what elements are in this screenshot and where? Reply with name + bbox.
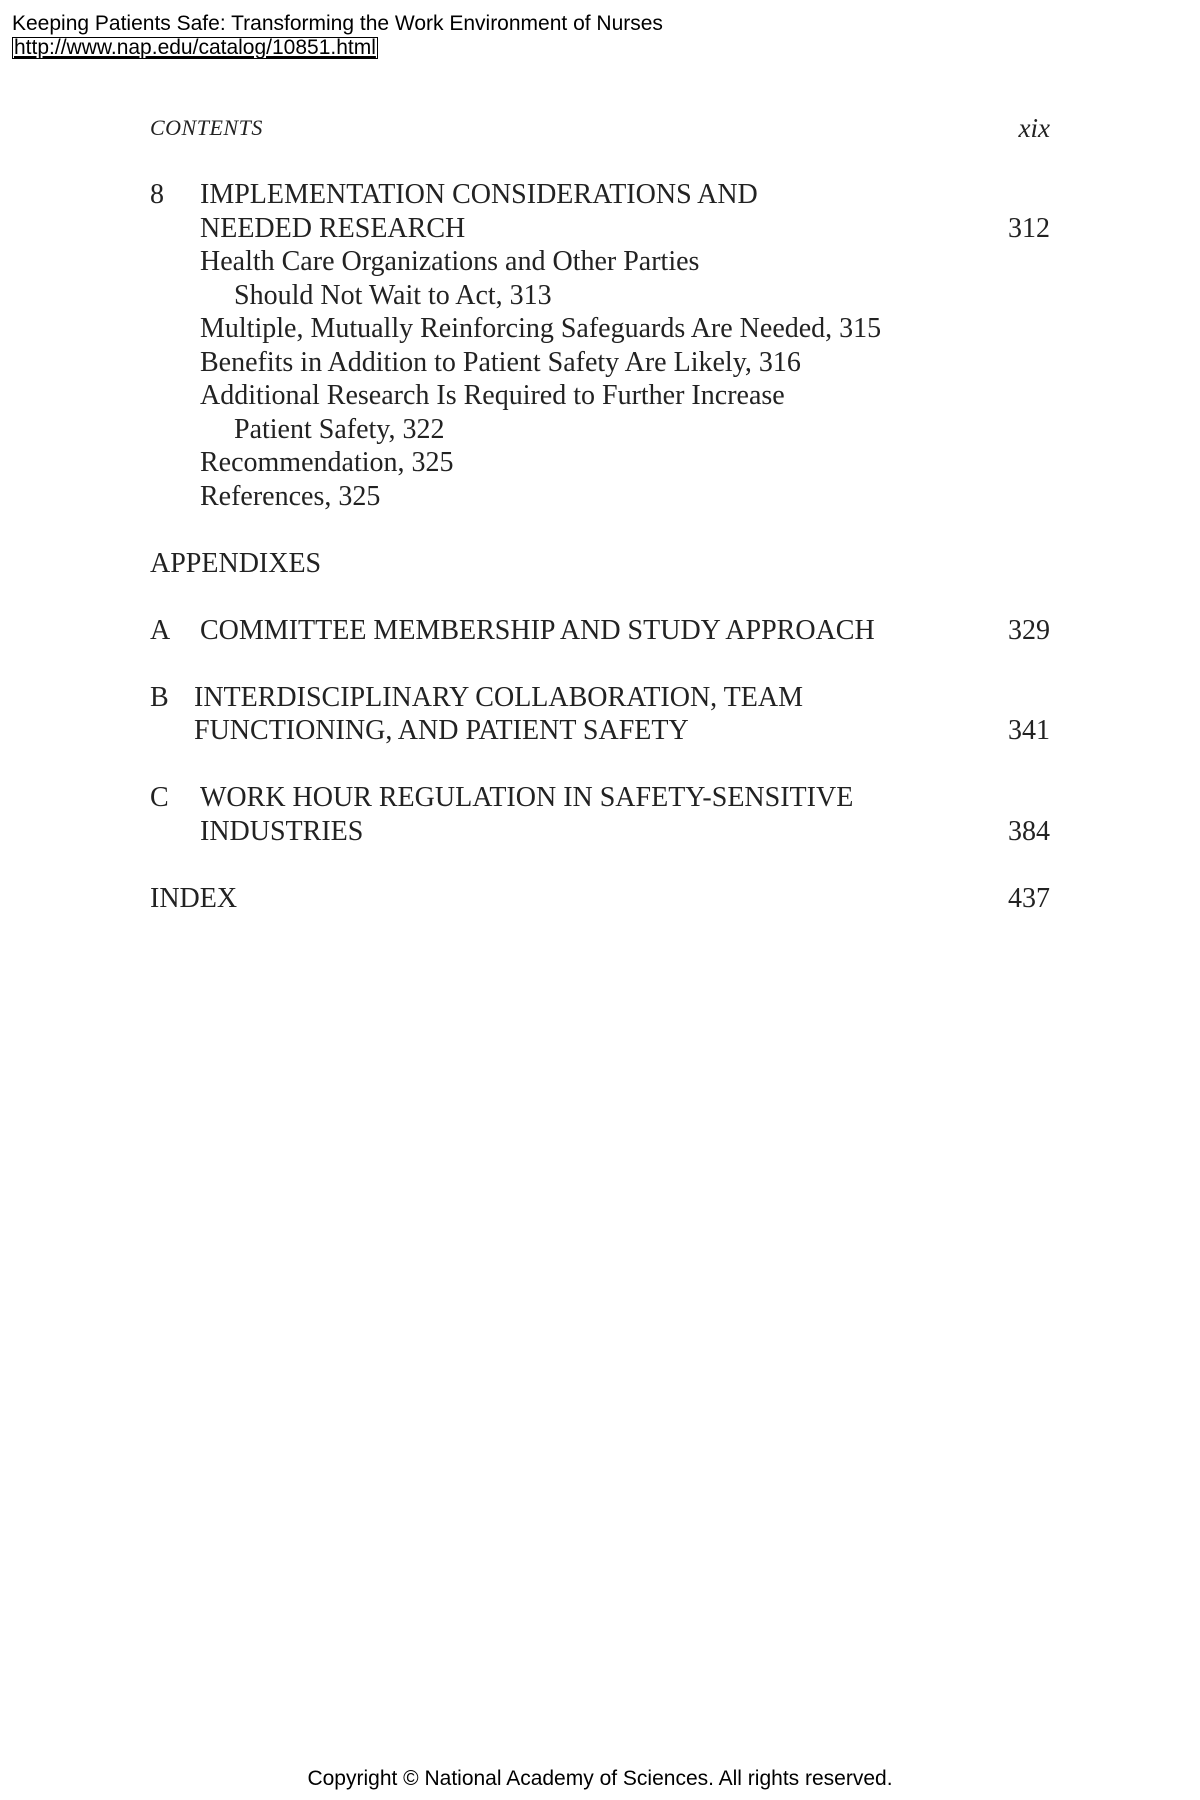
appendix-title-line2: INDUSTRIES — [200, 815, 364, 847]
table-of-contents — [150, 178, 1050, 915]
document-header — [12, 12, 663, 60]
appendix-title-line1: INTERDISCIPLINARY COLLABORATION, TEAM — [194, 681, 803, 713]
appendix-page: 329 — [1008, 614, 1050, 646]
appendixes-heading — [150, 547, 1050, 581]
chapter-title-line1: IMPLEMENTATION CONSIDERATIONS AND — [200, 179, 758, 210]
appendix-letter: C — [150, 782, 169, 813]
section-title: References, 325 — [200, 480, 381, 512]
section-title: Health Care Organizations and Other Parties — [200, 246, 700, 277]
running-head — [150, 115, 1050, 145]
toc-chapter-8-line1 — [150, 178, 1050, 212]
spacer — [150, 748, 1050, 782]
book-url-link[interactable]: http://www.nap.edu/catalog/10851.html — [14, 36, 376, 59]
copyright-footer: Copyright © National Academy of Sciences. All rights reserved. — [307, 1767, 893, 1790]
appendix-page: 384 — [1008, 815, 1050, 847]
appendix-letter: B — [150, 681, 169, 713]
index-page: 437 — [1008, 882, 1050, 914]
book-title: Keeping Patients Safe: Transforming the Work Environment of Nurses — [12, 12, 663, 35]
page-number: xix — [1018, 113, 1050, 143]
toc-appendix-b-line2 — [150, 714, 1050, 748]
section-title: Additional Research Is Required to Further Increase — [200, 380, 785, 411]
appendixes-heading-text: APPENDIXES — [150, 547, 322, 579]
toc-appendix-c-line1 — [150, 781, 1050, 815]
section-title: Multiple, Mutually Reinforcing Safeguards Are Needed, 315 — [200, 313, 882, 344]
chapter-title-line2: NEEDED RESEARCH — [200, 212, 466, 244]
toc-section — [150, 446, 1050, 480]
toc-index — [150, 882, 1050, 916]
appendix-letter: A — [150, 614, 171, 646]
section-title: Benefits in Addition to Patient Safety Are Likely, 316 — [200, 346, 801, 378]
toc-appendix-c-line2 — [150, 815, 1050, 849]
chapter-page: 312 — [1008, 212, 1050, 244]
toc-section-continued — [150, 279, 1050, 313]
toc-section — [150, 480, 1050, 514]
chapter-number: 8 — [150, 179, 164, 210]
toc-appendix-a — [150, 614, 1050, 648]
spacer — [150, 647, 1050, 681]
section-title-continued: Should Not Wait to Act, 313 — [234, 279, 552, 311]
section-title: Recommendation, 325 — [200, 447, 454, 478]
toc-section-continued — [150, 413, 1050, 447]
toc-section — [150, 245, 1050, 279]
appendix-title-line2: FUNCTIONING, AND PATIENT SAFETY — [194, 715, 689, 746]
appendix-title-line1: WORK HOUR REGULATION IN SAFETY-SENSITIVE — [200, 782, 854, 813]
toc-section — [150, 379, 1050, 413]
toc-appendix-b-line1 — [150, 681, 1050, 715]
appendix-page: 341 — [1008, 715, 1050, 746]
spacer — [150, 513, 1050, 547]
index-label: INDEX — [150, 882, 238, 914]
spacer — [150, 848, 1050, 882]
section-title-continued: Patient Safety, 322 — [234, 413, 445, 445]
running-head-label: CONTENTS — [150, 115, 263, 140]
toc-chapter-8-line2 — [150, 212, 1050, 246]
appendix-title: COMMITTEE MEMBERSHIP AND STUDY APPROACH — [200, 614, 875, 646]
toc-section — [150, 346, 1050, 380]
spacer — [150, 580, 1050, 614]
toc-section — [150, 312, 1050, 346]
